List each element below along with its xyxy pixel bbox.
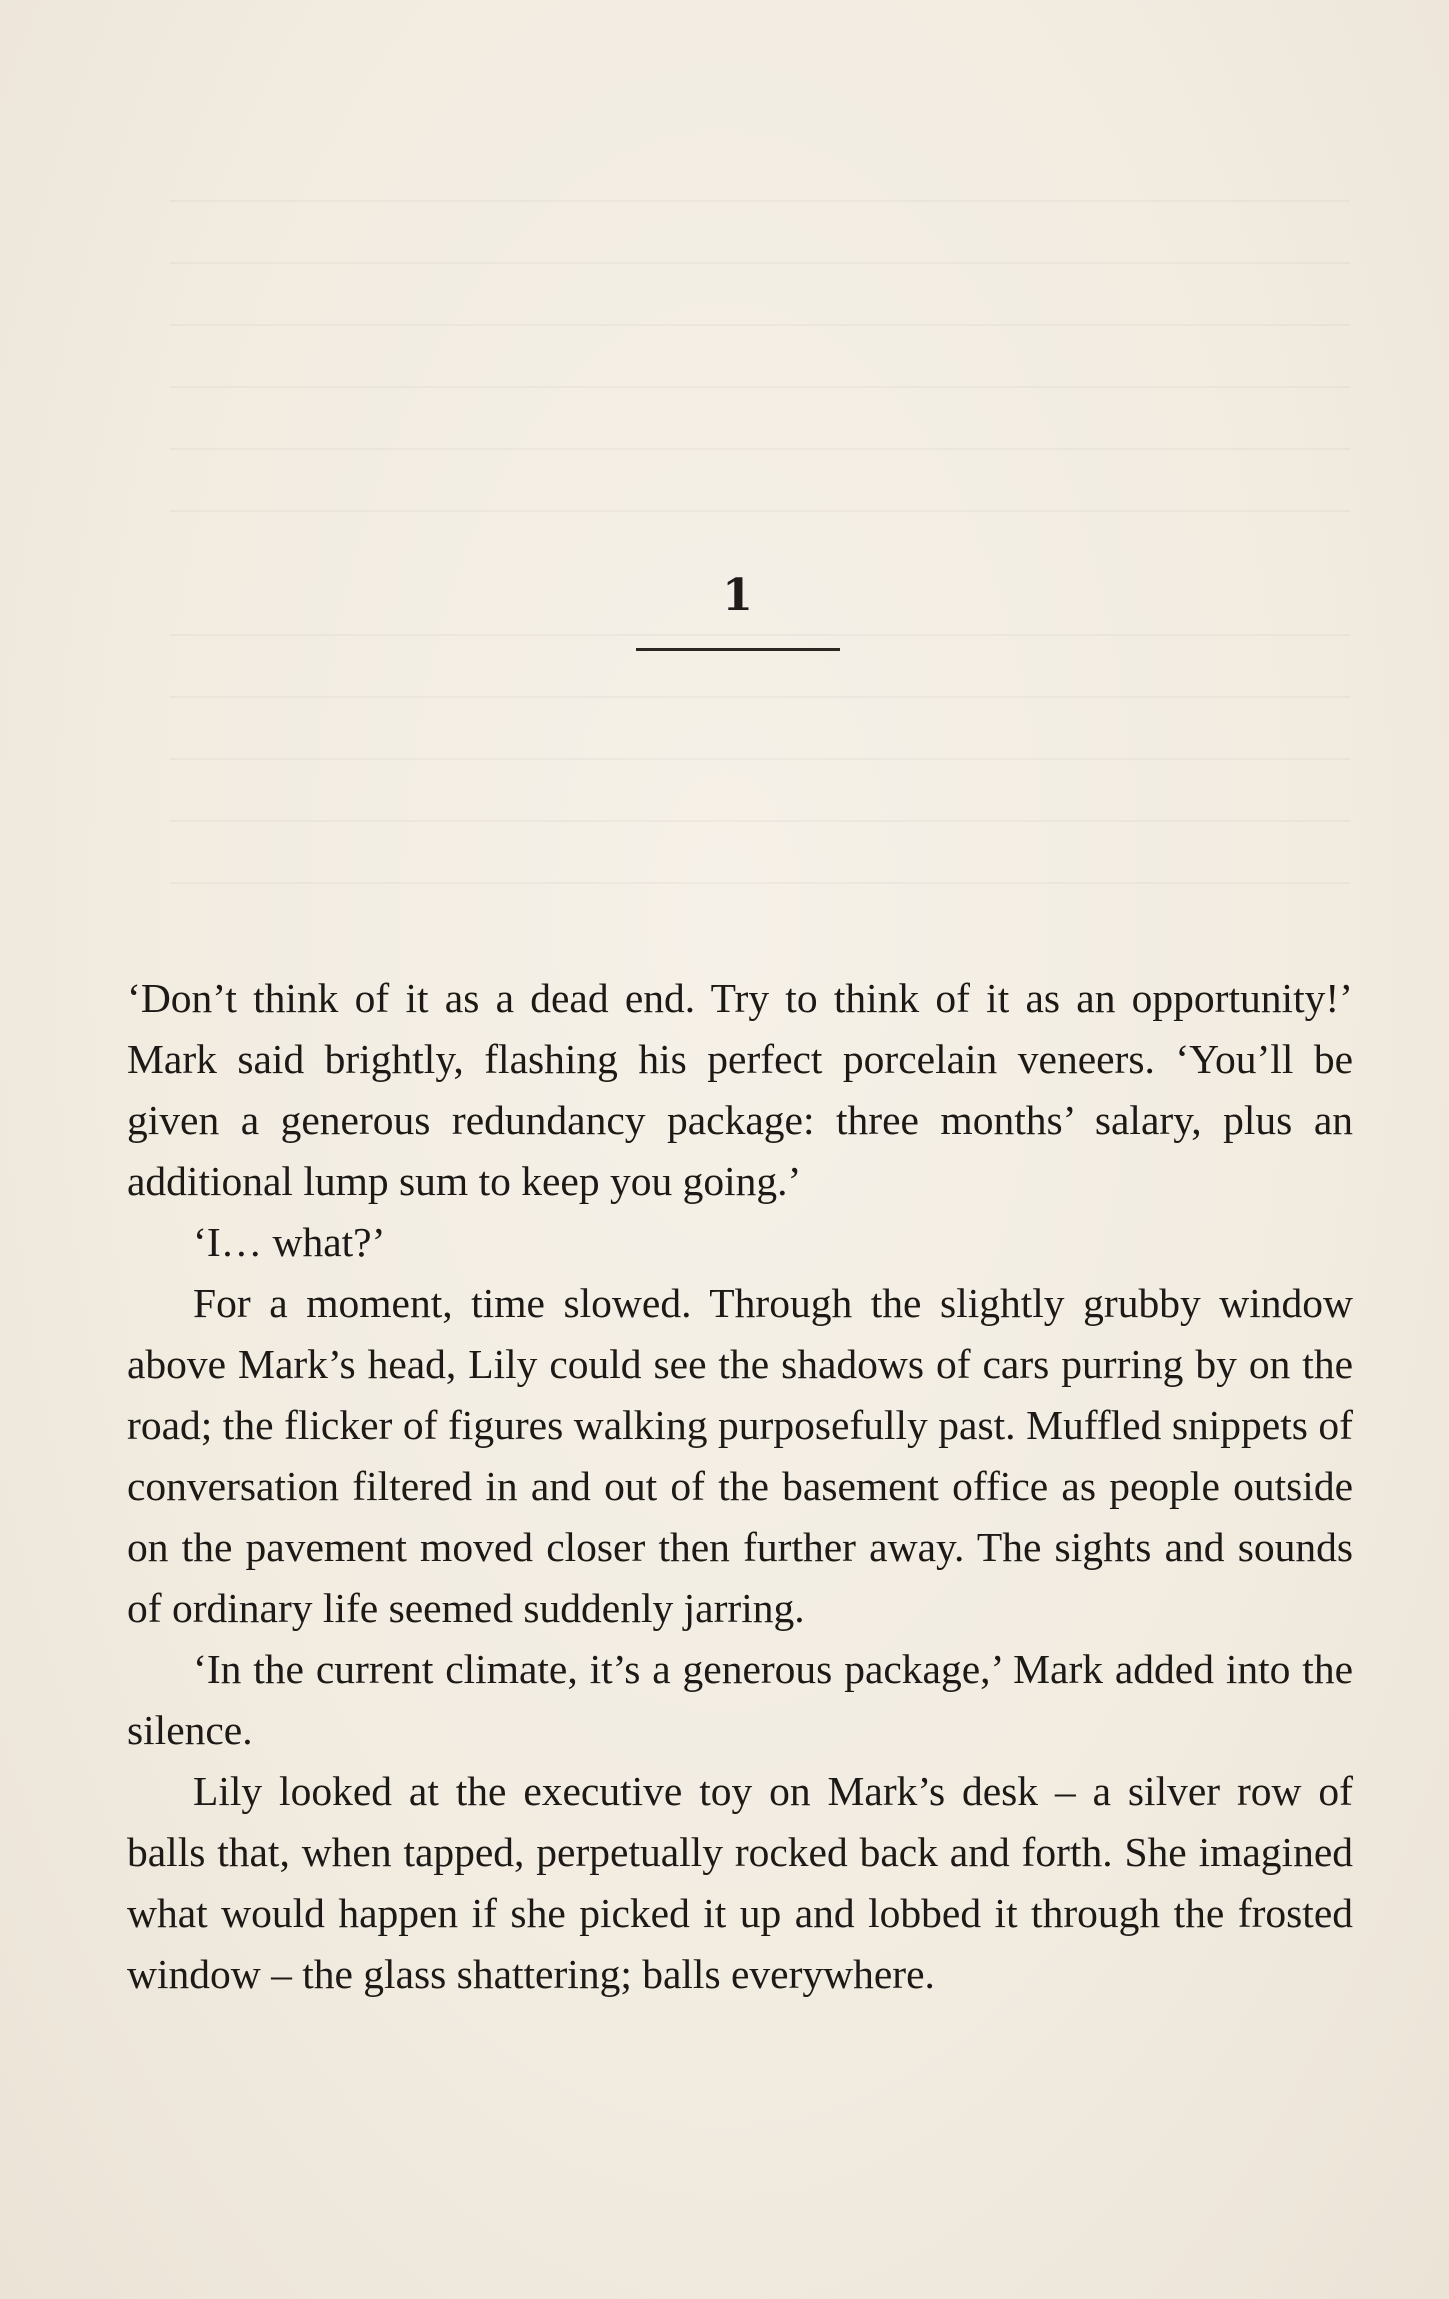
paragraph: ‘I… what?’ (193, 1219, 386, 1265)
chapter-rule (636, 648, 840, 651)
show-through-line (170, 324, 1350, 346)
show-through-line (170, 510, 1350, 532)
chapter-number: 1 (722, 570, 753, 621)
paragraph: Lily looked at the executive toy on Mark’s desk – a silver row of balls that, when tapped, perpetually rocked back and forth. She imagined what would happen if she picked it up and lobbed it through the frosted window – the glass shattering; balls everywhere. (127, 1768, 1353, 1997)
show-through-line (170, 448, 1350, 470)
paragraph: For a moment, time slowed. Through the slightly grubby window above Mark’s head, Lily could see the shadows of cars purring by on the road; the flicker of figures walking purposefully past. Muffled snippets of conversation filtered in and out of the basement office as people outside on the pavement moved closer then further away. The sights and sounds of ordinary life seemed suddenly jarring. (127, 1280, 1353, 1631)
paragraph: ‘In the current climate, it’s a generous package,’ Mark added into the silence. (127, 1646, 1353, 1753)
body-text (127, 968, 1353, 2005)
show-through-line (170, 696, 1350, 718)
paragraph: ‘Don’t think of it as a dead end. Try to think of it as an opportunity!’ Mark said brightly, flashing his perfect porcelain veneers. ‘You’ll be given a generous redundancy package: three months’ salary, plus an additional lump sum to keep you going.’ (127, 975, 1353, 1204)
show-through-line (170, 758, 1350, 780)
show-through-line (170, 200, 1350, 222)
show-through-line (170, 820, 1350, 842)
show-through-line (170, 386, 1350, 408)
show-through-line (170, 262, 1350, 284)
show-through-line (170, 882, 1350, 904)
show-through-line (170, 634, 1350, 656)
